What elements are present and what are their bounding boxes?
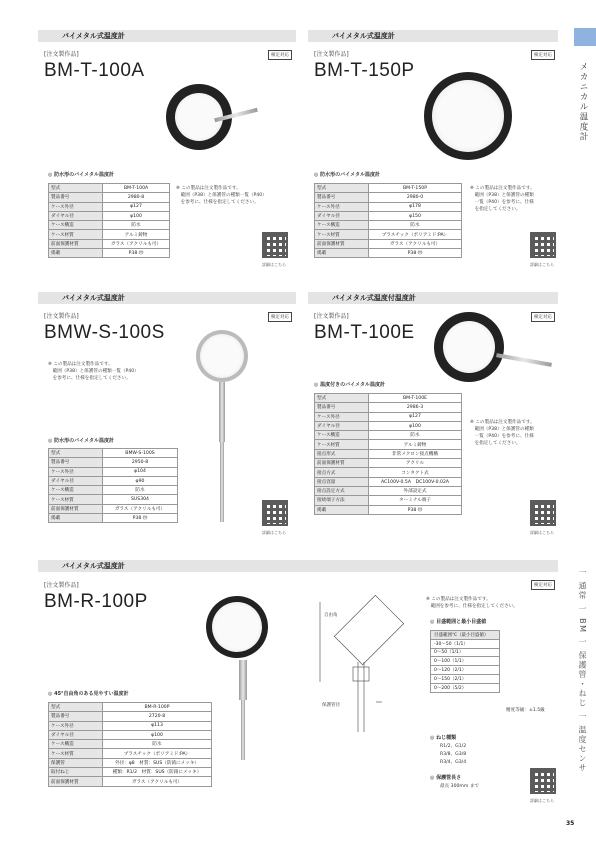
thread-title: ◎ ねじ種類	[430, 735, 457, 741]
qr-code[interactable]	[530, 500, 556, 526]
spec-row: ケース構造 防水	[49, 740, 212, 749]
spec-row: 製品番号 2950-8	[49, 458, 178, 467]
section-header-bm-t-100a: バイメタル式温度計	[38, 30, 296, 42]
spec-row: 掲載 P38 ㊃	[315, 505, 462, 514]
spec-row: 接点設定方式 外部設定式	[315, 486, 462, 495]
spec-row: 接点容量 AC100V-0.5A DC100V-0.02A	[315, 477, 462, 486]
spec-row: 接点方式 コンタクト式	[315, 468, 462, 477]
spec-row: ケース外径 φ178	[315, 202, 462, 211]
model-name: BM-T-150P	[314, 60, 415, 81]
caption: ◎ 温度付きのバイメタル温度計	[314, 382, 386, 388]
verification-badge: 検定対応	[268, 312, 292, 322]
length-value: 最長 300mm まで	[440, 784, 480, 789]
spec-row: ダイヤル径 φ90	[49, 476, 178, 485]
table-row: 0〜150（2/1）	[431, 674, 500, 683]
model-name: BM-R-100P	[44, 591, 148, 612]
spec-row: 型式 BM-T-100E	[315, 394, 462, 403]
order-note: ※ この製品は注文製作品です。 範囲を参考に、仕様を指定してください。	[426, 597, 518, 609]
thread-item: R3/8、G3/8	[440, 752, 467, 757]
spec-row: 前面保護材質 アクリル	[315, 459, 462, 468]
pipe-diameter-label: 保護管径	[322, 703, 340, 708]
spec-row: 接点形式 非常メクロン接点機構	[315, 449, 462, 458]
gauge-image	[424, 72, 512, 160]
spec-row: ケース外径 φ113	[49, 721, 212, 730]
model-name: BMW-S-100S	[44, 322, 165, 343]
spec-row: ダイヤル径 φ100	[49, 730, 212, 739]
spec-row: 型式 BM-T-150P	[315, 184, 462, 193]
range-table	[430, 630, 500, 693]
spec-row: 接続端子方法 ターミナル端子	[315, 496, 462, 505]
spec-row: ケース構造 防水	[49, 221, 170, 230]
verification-badge: 検定対応	[268, 50, 292, 60]
spec-row: ダイヤル径 φ150	[315, 211, 462, 220]
spec-row: 型式 BMW-S-100S	[49, 449, 178, 458]
section-header-bm-t-100e: バイメタル式温度付温度計	[308, 292, 558, 304]
spec-row: ケース構造 防水	[315, 221, 462, 230]
model-name: BM-T-100E	[314, 322, 415, 343]
order-note: ※ この製品は注文製作品です。 範囲（P38）と保護管の種類一覧（P40） を参考に、仕様を指定してください。	[176, 186, 267, 205]
spec-row: ケース材質 プラスチック（ポリアミド:PA）	[315, 230, 462, 239]
qr-code[interactable]	[262, 500, 288, 526]
stem-image	[219, 382, 225, 442]
section-header-bm-r-100p: バイメタル式温度計	[38, 560, 558, 572]
spec-row: ケース構造 防水	[49, 486, 178, 495]
spec-table	[48, 448, 178, 523]
qr-caption: 詳細はこちら	[530, 798, 554, 803]
spec-row: 製品番号 2980-0	[315, 193, 462, 202]
order-tag: [注文製作品]	[44, 51, 79, 58]
spec-row: ダイヤル径 φ100	[49, 211, 170, 220]
probe-image	[241, 700, 245, 760]
spec-table	[48, 183, 170, 258]
free-angle-label: 自由角	[324, 613, 338, 618]
verification-badge: 検定対応	[531, 50, 555, 60]
thread-item: R3/4、G3/4	[440, 760, 467, 765]
qr-code[interactable]	[530, 768, 556, 794]
qr-caption: 詳細はこちら	[530, 262, 554, 267]
caption: ◎ 防水形のバイメタル温度計	[48, 172, 115, 178]
spec-row: 掲載 P38 ㊃	[49, 249, 170, 258]
spec-row: ケース構造 防水	[315, 431, 462, 440]
spec-row: ケース材質 アルミ鋳物	[49, 230, 170, 239]
section-header-bm-t-150p: バイメタル式温度計	[308, 30, 558, 42]
probe-image	[220, 442, 224, 522]
spec-row: 前面保護材質 ガラス（アクリルも可）	[315, 239, 462, 248]
spec-row: 製品番号 2720-8	[49, 712, 212, 721]
spec-row: 型式 BM-R-100P	[49, 703, 212, 712]
qr-code[interactable]	[530, 232, 556, 258]
qr-caption: 詳細はこちら	[530, 530, 554, 535]
spec-row: 前面保護材質 ガラス（アクリルも可）	[49, 239, 170, 248]
spec-row: ケース材質 SUS304	[49, 495, 178, 504]
qr-caption: 詳細はこちら	[262, 530, 286, 535]
stem-image	[496, 353, 552, 367]
qr-code[interactable]	[262, 232, 288, 258]
side-index-tab	[574, 28, 596, 46]
order-note: ※ この製品は注文製作品です。 範囲（P38）と保護管の種類一覧（P40） を参考に、仕様を指定してください。	[48, 362, 139, 381]
spec-row: 前面保護材質 ガラス（アクリルも可）	[49, 777, 212, 786]
side-category-label: メカニカル温度計	[578, 62, 588, 142]
spec-row: ケース材質 アルミ鋳物	[315, 440, 462, 449]
table-row: 0〜100（1/1）	[431, 657, 500, 666]
spec-row: 製品番号 2980-8	[49, 193, 170, 202]
qr-caption: 詳細はこちら	[262, 262, 286, 267]
order-tag: [注文製作品]	[44, 313, 79, 320]
dimension-drawing	[300, 592, 420, 742]
table-row: 0〜120（2/1）	[431, 666, 500, 675]
section-header-bmw-s-100s: バイメタル式温度計	[38, 292, 296, 304]
side-subcategory-label: 一 通常 一 BM 一 保護管・ねじ 一 温度センサ	[578, 568, 587, 774]
spec-row: ケース外径 φ127	[315, 412, 462, 421]
table-row: 0〜200（5/2）	[431, 683, 500, 692]
order-tag: [注文製作品]	[314, 313, 349, 320]
order-tag: [注文製作品]	[44, 582, 79, 589]
spec-row: 保護管 外径：φ8 材質：SUS（防錆にメッキ）	[49, 758, 212, 767]
spec-row: ケース材質 プラスチック（ポリアミド:PA）	[49, 749, 212, 758]
spec-row: ケース外径 φ104	[49, 467, 178, 476]
spec-row: 掲載 P38 ㊃	[315, 249, 462, 258]
gauge-image	[196, 330, 248, 382]
model-name: BM-T-100A	[44, 60, 145, 81]
spec-row: 掲載 P38 ㊃	[49, 514, 178, 523]
spec-row: 取付ねじ 種類：R1/2 材質：SUS（防錆にメッキ）	[49, 768, 212, 777]
spec-row: 前面保護材質 ガラス（アクリルも可）	[49, 504, 178, 513]
spec-table	[314, 183, 462, 258]
thread-item: R1/2、G1/2	[440, 744, 467, 749]
caption: ◎ 45°自由角のある見やすい温度計	[48, 691, 129, 697]
spec-table	[314, 393, 462, 515]
gauge-image	[434, 312, 504, 382]
accuracy-note: 精度等級：±1.5級	[506, 708, 545, 713]
page-number: 35	[566, 820, 575, 827]
verification-badge: 検定対応	[531, 312, 555, 322]
gauge-image	[197, 587, 276, 666]
spec-row: 製品番号 2986-3	[315, 403, 462, 412]
verification-badge: 検定対応	[531, 580, 555, 590]
table-row: -30〜50（1/1）	[431, 639, 500, 648]
spec-table	[48, 702, 212, 787]
spec-row: 型式 BM-T-100A	[49, 184, 170, 193]
length-title: ◎ 保護管長さ	[430, 775, 462, 781]
table-row: 0〜50（1/1）	[431, 648, 500, 657]
caption: ◎ 防水形のバイメタル温度計	[48, 438, 115, 444]
spec-row: ケース外径 φ127	[49, 202, 170, 211]
spec-row: ダイヤル径 φ100	[315, 421, 462, 430]
order-note: ※ この製品は注文製作品です。 範囲（P38）と保護管の種類 一覧（P40）を参考に、仕様 を指定してください。	[470, 186, 535, 212]
stem-image	[239, 660, 247, 700]
caption: ◎ 防水形のバイメタル温度計	[314, 172, 381, 178]
order-tag: [注文製作品]	[314, 51, 349, 58]
range-header-row: 目盛範囲℃（最小目盛値）	[431, 631, 500, 640]
order-note: ※ この製品は注文製作品です。 範囲（P38）と保護管の種類 一覧（P40）を参考に、仕様 を指定してください。	[470, 420, 535, 446]
range-title: ◎ 目盛範囲と最小目盛値	[430, 619, 487, 625]
